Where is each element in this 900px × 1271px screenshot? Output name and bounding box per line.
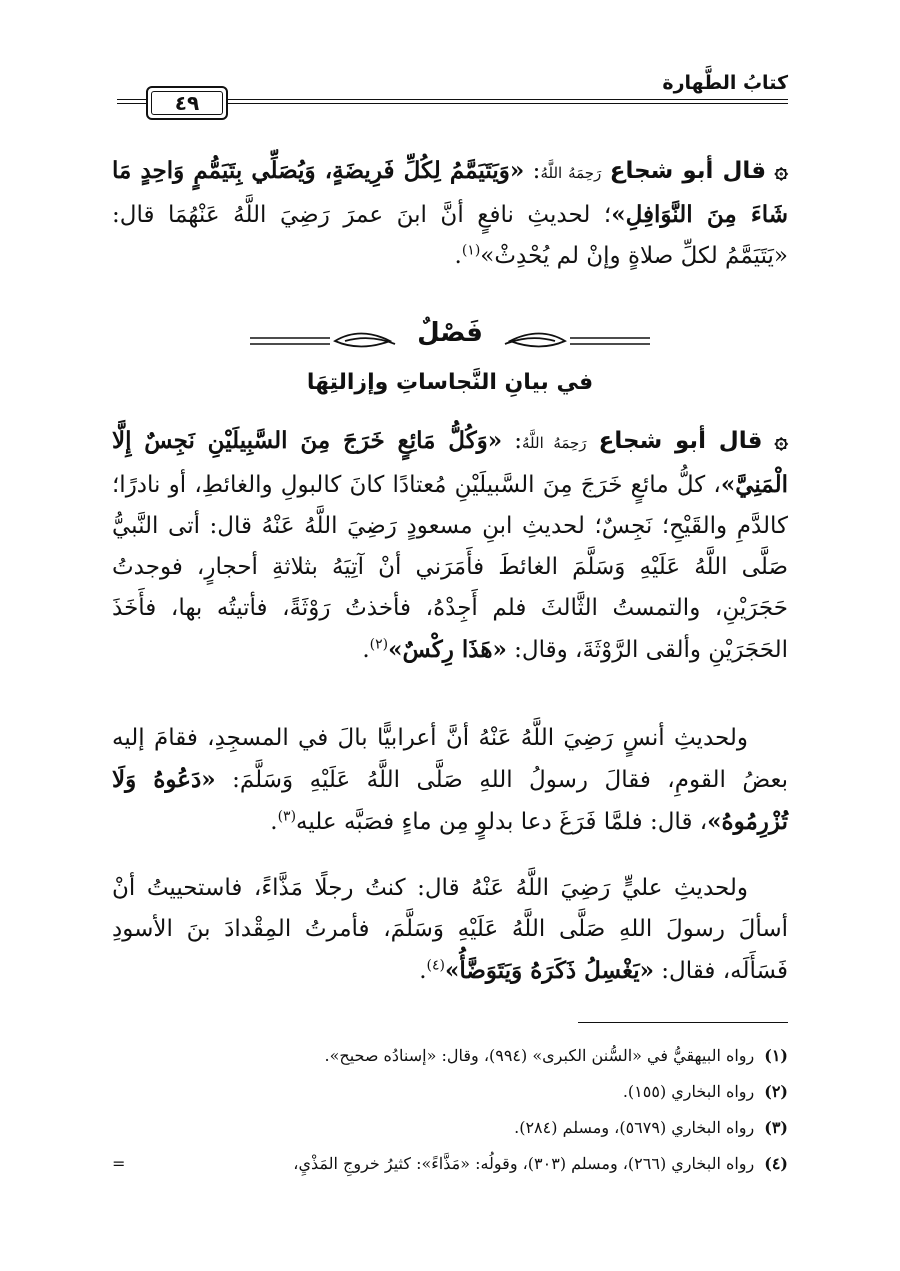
commentary-paragraph-4 — [112, 868, 788, 992]
footnote-text: رواه البخاري (١٥٥). — [622, 1082, 755, 1101]
matn-quote: «وَيَتَيَمَّمُ لِكُلِّ فَرِيضَةٍ، وَيُصَلِّي بِتَيَمُّمٍ وَاحِدٍ مَا شَاءَ مِنَ النَّوَافِلِ» — [112, 157, 788, 228]
flower-mark-icon: ۞ — [774, 158, 789, 184]
footnote-text: رواه البيهقيُّ في «السُّنن الكبرى» (٩٩٤)، وقال: «إسنادُه صحيح». — [324, 1046, 755, 1065]
period: . — [362, 637, 370, 663]
commentary-text: ؛ لحديثِ نافعٍ أنَّ ابنَ عمرَ رَضِيَ اللَّهُ عَنْهُمَا قال: «يَتَيَمَّمُ لكلِّ صلاةٍ وإنْ لم يُحْدِثْ» — [112, 202, 788, 269]
commentary-text: ، كلُّ مائعٍ خَرَجَ مِنَ السَّبيلَيْنِ مُعتادًا كانَ كالبولِ والغائطِ، أو نادرًا؛ كالدَّمِ والقَيْحِ؛ نَجِسٌ؛ لحديثِ ابنِ مسعودٍ رَضِيَ اللَّهُ عَنْهُ قال: أتى النَّبيُّ صَلَّى اللَّهُ عَلَيْهِ وَسَلَّمَ الغائطَ فأَمَرَني أنْ آتِيَهُ بثلاثةِ أحجارٍ، فوجدتُ حَجَرَيْنِ، والتمستُ الثَّالثَ فلم أَجِدْهُ، فأخذتُ رَوْثَةً، فأتيتُه بها، فأَخَذَ الحَجَرَيْنِ وألقى الرَّوْثَةَ، وقال: — [112, 472, 788, 663]
hadith-quote: «هَذَا رِكْسٌ» — [388, 636, 507, 663]
flower-mark-icon: ۞ — [774, 428, 789, 454]
footnote-separator — [578, 1022, 788, 1023]
page-number: ٤٩ — [151, 91, 223, 115]
hadith-quote: «يَغْسِلُ ذَكَرَهُ وَيَتَوَضَّأُ» — [444, 957, 654, 984]
footnote-text: رواه البخاري (٢٦٦)، ومسلم (٣٠٣)، وقولُه: «مَذَّاءً»: كثيرُ خروجِ المَذْيِ، — [293, 1154, 755, 1173]
header-double-rule — [228, 99, 788, 104]
commentary-text: ولحديثِ عليٍّ رَضِيَ اللَّهُ عَنْهُ قال: كنتُ رجلًا مَذَّاءً، فاستحييتُ أنْ أسألَ رسولَ اللهِ صَلَّى اللَّهُ عَلَيْهِ وَسَلَّمَ، فأمرتُ المِقْدادَ بنَ الأسودِ فَسَأَلَه، فقال: — [112, 875, 788, 984]
footnote-1 — [112, 1038, 788, 1074]
matn-quote: «وَكُلُّ مَائِعٍ خَرَجَ مِنَ السَّبِيلَيْنِ نَجِسٌ إِلَّا الْمَنِيَّ» — [112, 427, 788, 498]
footnote-ref: (٣) — [277, 808, 297, 825]
header-double-rule-left — [117, 99, 147, 104]
author-name: قال أبو شجاع — [598, 428, 763, 454]
hadith-quote: «دَعُوهُ وَلَا تُزْرِمُوهُ» — [112, 766, 788, 835]
running-header-title: كتابُ الطَّهارة — [662, 72, 788, 94]
section-title: فَصْلٌ — [417, 318, 483, 348]
period: . — [270, 809, 278, 835]
footnote-number: (٢) — [764, 1082, 788, 1101]
continuation-mark: = — [112, 1154, 126, 1173]
footnote-number: (١) — [764, 1046, 788, 1065]
footnote-number: (٣) — [764, 1118, 788, 1137]
footnotes — [112, 1038, 788, 1182]
commentary-paragraph-3 — [112, 718, 788, 843]
matn-paragraph-2: ۞ قال أبو شجاع رَحِمَهُ اللَّهُ: «وَكُلُّ مَائِعٍ خَرَجَ مِنَ السَّبِيلَيْنِ نَجِسٌ إِلَّا الْمَنِيَّ»، كلُّ مائعٍ خَرَجَ مِنَ السَّبيلَيْنِ مُعتادًا كانَ كالبولِ والغائطِ، أو نادرًا؛ كالدَّمِ والقَيْحِ؛ نَجِسٌ؛ لحديثِ ابنِ مسعودٍ رَضِيَ اللَّهُ عَنْهُ قال: أتى النَّبيُّ صَلَّى اللَّهُ عَلَيْهِ وَسَلَّمَ الغائطَ فأَمَرَني أنْ آتِيَهُ بثلاثةِ أحجارٍ، فوجدتُ حَجَرَيْنِ، والتمستُ الثَّالثَ فلم أَجِدْهُ، فأخذتُ رَوْثَةً، فأتيتُه بها، فأَخَذَ الحَجَرَيْنِ وألقى الرَّوْثَةَ، وقال: «هَذَا رِكْسٌ»$^{(٢)}$. — [112, 427, 789, 663]
footnote-text: رواه البخاري (٥٦٧٩)، ومسلم (٢٨٤). — [514, 1118, 755, 1137]
commentary-text: ولحديثِ أنسٍ رَضِيَ اللَّهُ عَنْهُ أنَّ أعرابيًّا بالَ في المسجِدِ، فقامَ إليه بعضُ القومِ، فقالَ رسولُ اللهِ صَلَّى اللَّهُ عَلَيْهِ وَسَلَّمَ: — [112, 725, 788, 793]
footnote-ref: (١) — [461, 242, 481, 259]
matn-paragraph-1: ۞ قال أبو شجاع رَحِمَهُ اللَّهُ: «وَيَتَيَمَّمُ لِكُلِّ فَرِيضَةٍ، وَيُصَلِّي بِتَيَمُّمٍ وَاحِدٍ مَا شَاءَ مِنَ النَّوَافِلِ»؛ لحديثِ نافعٍ أنَّ ابنَ عمرَ رَضِيَ اللَّهُ عَنْهُمَا قال: «يَتَيَمَّمُ لكلِّ صلاةٍ وإنْ لم يُحْدِثْ»$^{(١)}$. — [112, 157, 789, 269]
period: . — [419, 958, 427, 984]
honorific: رَحِمَهُ اللَّهُ — [522, 434, 587, 452]
footnote-3 — [112, 1110, 788, 1146]
period: . — [454, 243, 462, 269]
commentary-text-cont: ، قال: فلمَّا فَرَغَ دعا بدلوٍ مِن ماءٍ فصَبَّه عليه — [296, 809, 708, 835]
section-subtitle: في بيانِ النَّجاساتِ وإزالتِهَا — [306, 370, 594, 395]
footnote-number: (٤) — [764, 1154, 788, 1173]
author-name: قال أبو شجاع — [609, 158, 767, 184]
honorific: رَحِمَهُ اللَّهُ — [540, 164, 602, 182]
footnote-4 — [112, 1146, 788, 1182]
footnote-2 — [112, 1074, 788, 1110]
footnote-ref: (٤) — [426, 957, 445, 974]
footnote-ref: (٢) — [369, 636, 389, 653]
page-number-frame — [146, 86, 228, 120]
